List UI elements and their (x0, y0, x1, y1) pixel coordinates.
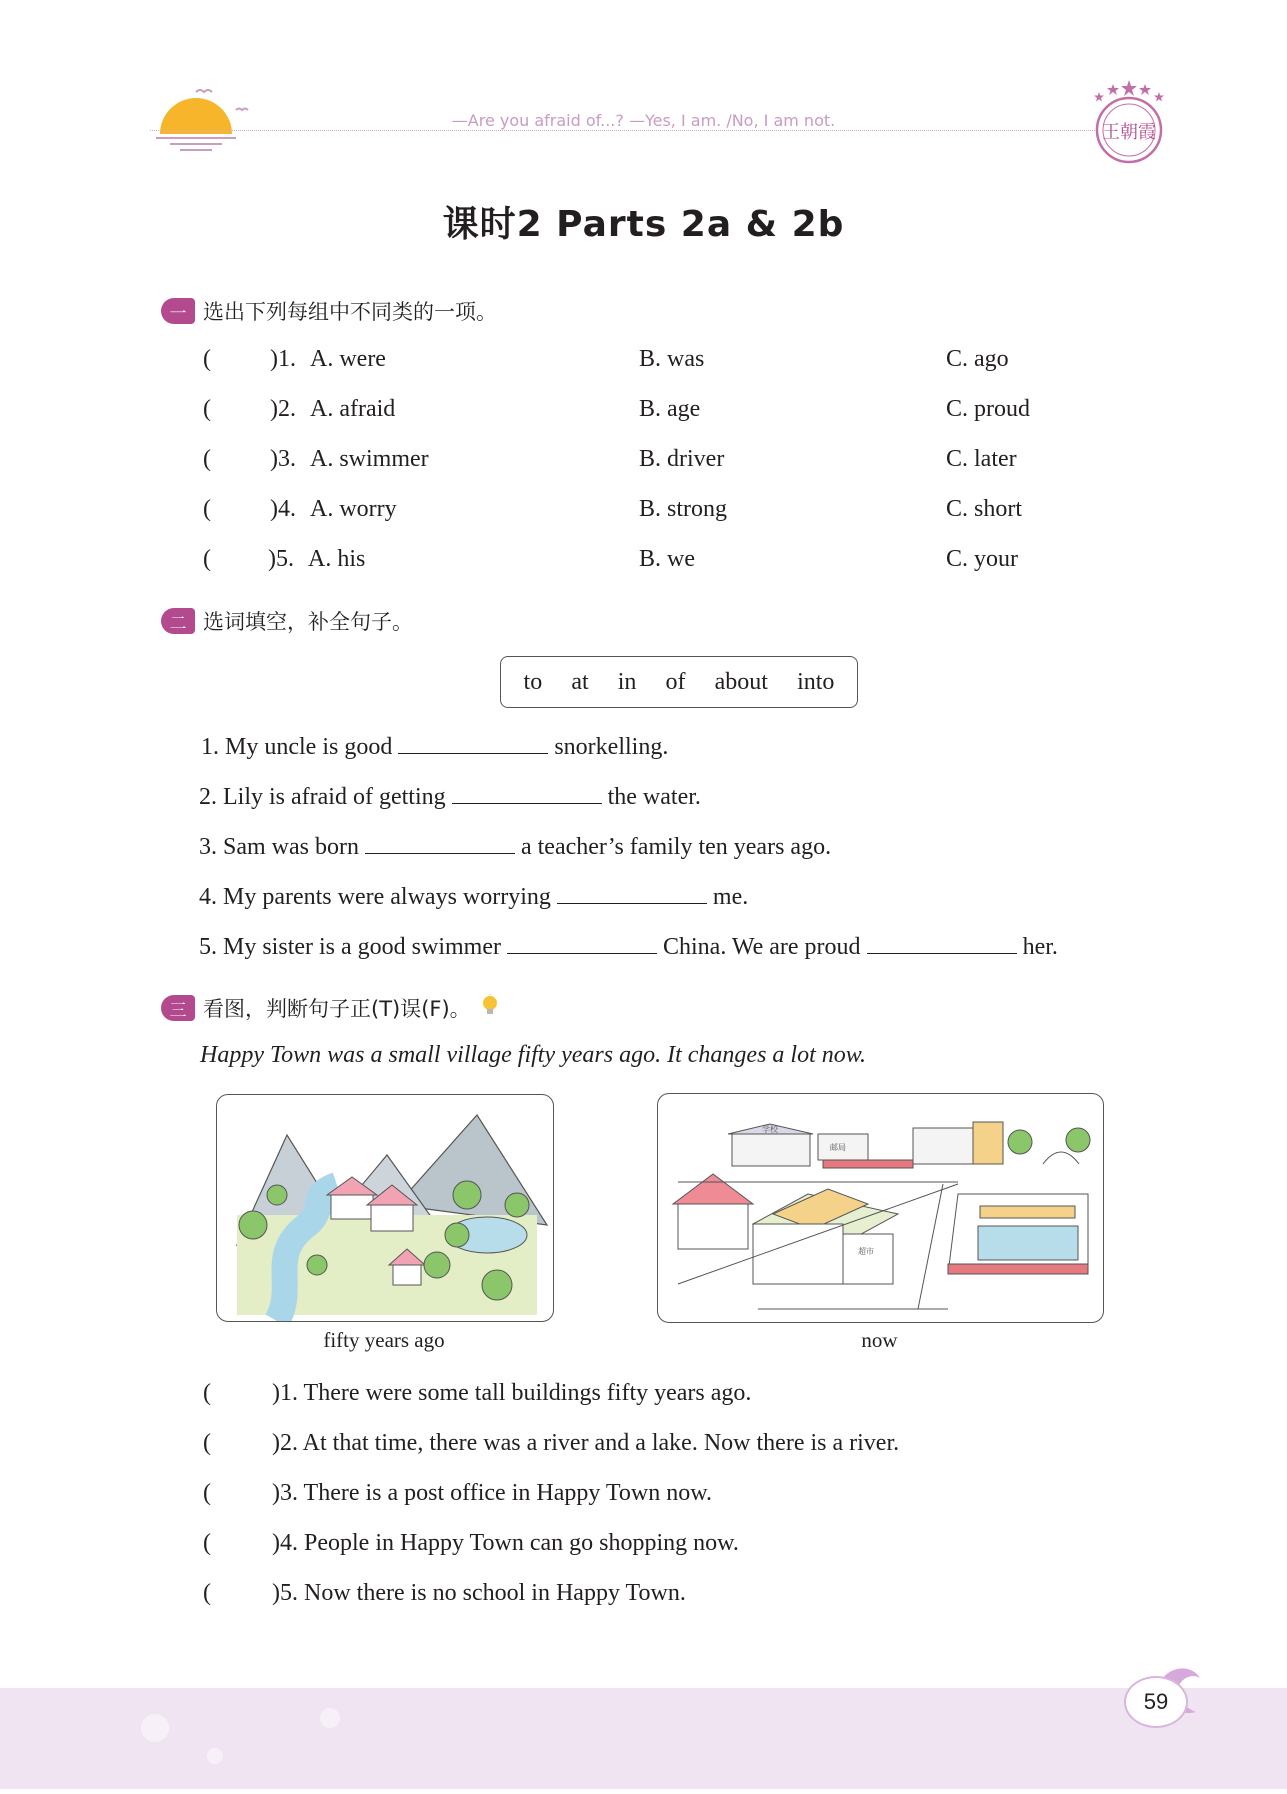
option-a: A. were (310, 346, 386, 372)
option-c: C. later (946, 446, 1017, 472)
section-1-badge: 一 (161, 298, 195, 324)
section-3-title: 看图，判断句子正(T)误(F)。 (203, 997, 471, 1021)
sentence-text: 4. My parents were always worrying (199, 884, 551, 910)
village-picture (216, 1094, 554, 1322)
sentence-text: 1. My uncle is good (201, 734, 393, 760)
answer-paren-open[interactable]: ( (203, 1580, 211, 1606)
fill-blank[interactable] (452, 785, 602, 804)
option-a: A. his (308, 546, 366, 572)
sentence-text: 3. Sam was born (199, 834, 359, 860)
sentence-text: 2. Lily is afraid of getting (199, 784, 446, 810)
option-a: A. swimmer (310, 446, 429, 472)
section-1-title: 选出下列每组中不同类的一项。 (203, 300, 497, 324)
word-bank-item: at (571, 668, 589, 695)
section-3-badge: 三 (161, 995, 195, 1021)
page-number: 59 (1124, 1676, 1188, 1728)
option-b: B. age (639, 396, 701, 422)
answer-paren-open[interactable]: ( (203, 396, 211, 422)
caption-past: fifty years ago (323, 1328, 445, 1352)
sign-market: 超市 (858, 1247, 874, 1256)
section-3-intro: Happy Town was a small village fifty years ago. It changes a lot now. (200, 1042, 866, 1068)
sentence-text: me. (712, 884, 749, 910)
sign-post: 邮局 (830, 1143, 846, 1152)
caption-now: now (861, 1328, 898, 1352)
footer-band (0, 1688, 1287, 1789)
statement-text: )4. People in Happy Town can go shopping now. (272, 1530, 739, 1556)
statement-text: )3. There is a post office in Happy Town now. (272, 1480, 713, 1506)
word-bank-item: in (617, 668, 637, 695)
item-number: )3. (270, 446, 296, 472)
sign-school: 学校 (762, 1125, 778, 1134)
s2-sentence-4 (199, 884, 748, 911)
word-bank-item: into (797, 668, 835, 695)
option-c: C. your (946, 546, 1018, 572)
option-a: A. afraid (310, 396, 396, 422)
fill-blank[interactable] (507, 935, 657, 954)
item-number: )5. (268, 546, 294, 572)
section-2-title: 选词填空，补全句子。 (203, 610, 413, 634)
statement-text: )1. There were some tall buildings fifty years ago. (272, 1380, 752, 1406)
statement-text: )2. At that time, there was a river and a lake. Now there is a river. (272, 1430, 900, 1456)
answer-paren-open[interactable]: ( (203, 1480, 211, 1506)
town-picture (657, 1093, 1104, 1323)
fill-blank[interactable] (398, 735, 548, 754)
option-b: B. we (639, 546, 695, 572)
section-2-header (161, 607, 413, 635)
option-c: C. short (946, 496, 1023, 522)
word-bank (500, 656, 858, 708)
fill-blank[interactable] (867, 935, 1017, 954)
option-b: B. was (639, 346, 705, 372)
answer-paren-open[interactable]: ( (203, 496, 211, 522)
option-c: C. proud (946, 396, 1030, 422)
stamp-text: 王朝霞 (1102, 122, 1156, 143)
word-bank-item: to (523, 668, 543, 695)
section-2-badge: 二 (161, 608, 195, 634)
answer-paren-open[interactable]: ( (203, 446, 211, 472)
header-divider (150, 130, 1095, 131)
sentence-text: the water. (607, 784, 701, 810)
fill-blank[interactable] (557, 885, 707, 904)
item-number: )1. (270, 346, 296, 372)
s2-sentence-5 (199, 934, 1058, 961)
sentence-text: snorkelling. (554, 734, 669, 760)
fill-blank[interactable] (365, 835, 515, 854)
answer-paren-open[interactable]: ( (203, 546, 211, 572)
sentence-text: a teacher’s family ten years ago. (520, 834, 832, 860)
option-b: B. driver (639, 446, 725, 472)
option-a: A. worry (310, 496, 397, 522)
s2-sentence-2 (199, 784, 701, 811)
section-3-header (161, 994, 501, 1022)
sentence-text: 5. My sister is a good swimmer (199, 934, 501, 960)
answer-paren-open[interactable]: ( (203, 1380, 211, 1406)
option-b: B. strong (639, 496, 728, 522)
word-bank-item: of (665, 668, 686, 695)
section-1-header (161, 297, 497, 325)
statement-text: )5. Now there is no school in Happy Town. (272, 1580, 686, 1606)
sentence-text: her. (1022, 934, 1058, 960)
answer-paren-open[interactable]: ( (203, 1530, 211, 1556)
item-number: )2. (270, 396, 296, 422)
option-c: C. ago (946, 346, 1009, 372)
lightbulb-icon (479, 994, 501, 1023)
sentence-text: China. We are proud (662, 934, 861, 960)
answer-paren-open[interactable]: ( (203, 1430, 211, 1456)
s2-sentence-3 (199, 834, 831, 861)
item-number: )4. (270, 496, 296, 522)
page-title: 课时2 Parts 2a & 2b (442, 204, 845, 245)
header-tagline: —Are you afraid of...? —Yes, I am. /No, I am not. (451, 111, 836, 130)
word-bank-item: about (714, 668, 768, 695)
s2-sentence-1 (201, 734, 668, 761)
answer-paren-open[interactable]: ( (203, 346, 211, 372)
brand-stamp-logo (1085, 78, 1173, 173)
